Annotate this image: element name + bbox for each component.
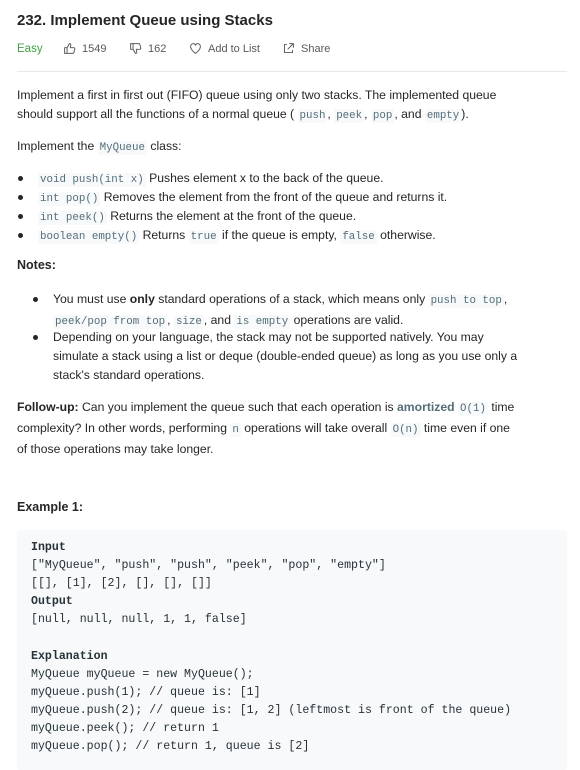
method-empty-text-a: Returns [142,228,186,242]
followup-text-b: time [491,400,515,414]
explanation-line: myQueue.pop(); // return 1, queue is [2] [31,740,310,753]
add-to-list-label: Add to List [208,42,260,55]
thumbs-up-icon [63,42,76,55]
followup-text-a: Can you implement the queue such that each operation is [81,400,394,414]
bullet-dot [33,297,38,302]
note-1: You must use only standard operations of a stack, which means only push to top , peek/pop from top , size , and is empty operations are valid. [53,290,568,332]
code-on: O(n) [392,424,419,436]
bullet-dot [33,335,38,340]
text-close: ). [461,107,469,121]
followup-text-c: complexity? In other words, performing [17,421,227,435]
method-push [38,169,384,190]
method-peek-text: Returns the element at the front of the queue. [110,209,357,223]
text-and: , and [394,107,422,121]
note-1-only: only [129,292,155,306]
example-code-block [17,530,567,770]
explanation-line: myQueue.push(2); // queue is: [1, 2] (leftmost is front of the queue) [31,704,512,717]
intro-line-2: should support all the functions of a normal queue ( [17,107,295,121]
followup-amortized: amortized [397,400,455,414]
note-2-line-2: simulate a stack using a list or deque (double-ended queue) as long as you use only a [53,349,518,363]
followup-text-e: time even if one [423,421,510,435]
like-button[interactable] [63,42,106,55]
bullet-dot [18,233,23,238]
note-2-line-3: stack's standard operations. [53,368,205,382]
followup-text-d: operations will take overall [244,421,388,435]
code-pop: pop [372,110,393,122]
header-divider [17,71,567,72]
method-pop-text: Removes the element from the front of the queue and returns it. [103,190,448,204]
followup-label: Follow-up: [17,400,79,414]
note-1-text-a: You must use [53,292,127,306]
example-heading: Example 1: [17,500,84,514]
input-line-2: [[], [1], [2], [], [], []] [31,577,212,590]
method-pop [38,188,447,209]
followup-paragraph [17,398,572,459]
input-line-1: ["MyQueue", "push", "push", "peek", "pop", "empty"] [31,559,386,572]
followup-text-f: of those operations may take longer. [17,442,214,456]
share-icon [282,42,295,55]
method-empty-text-c: otherwise. [380,228,436,242]
difficulty-label: Easy [17,43,43,55]
heart-icon [189,42,202,55]
problem-meta-bar [17,42,567,72]
note-2-line-1: Depending on your language, the stack may not be supported natively. You may [53,330,484,344]
bullet-dot [18,176,23,181]
notes-heading: Notes: [17,258,56,272]
implement-line [17,137,182,158]
output-label: Output [31,595,73,608]
class-name-code: MyQueue [99,142,145,154]
note-1-text-d: operations are valid. [293,313,404,327]
note-1-and: , and [203,313,231,327]
code-push: push [299,110,326,122]
method-peek [38,207,356,228]
difficulty-badge [17,43,43,55]
note-1-text-c: standard operations of a stack, which means only [158,292,426,306]
method-empty [38,226,436,247]
code-is-empty: is empty [236,316,289,328]
code-o1: O(1) [460,403,486,415]
intro-paragraph: Implement a first in first out (FIFO) queue using only two stacks. The implemented queue should support all the functions of a normal queue ( push , peek , pop , and empty ). [17,88,497,122]
implement-the-text: Implement the [17,139,95,153]
method-push-text: Pushes element x to the back of the queue. [149,171,384,185]
bullet-dot [18,195,23,200]
add-to-list-button[interactable] [189,42,260,55]
method-pop-code: int pop() [40,193,99,205]
explanation-label: Explanation [31,650,108,663]
bullet-dot [18,214,23,219]
method-peek-code: int peek() [40,212,105,224]
output-line-1: [null, null, null, 1, 1, false] [31,613,247,626]
note-2 [53,328,568,385]
likes-count: 1549 [82,42,107,55]
method-empty-text-b: if the queue is empty, [221,228,337,242]
class-text: class: [150,139,182,153]
code-empty: empty [426,110,460,122]
intro-line-1: Implement a first in first out (FIFO) queue using only two stacks. The implemented queue [17,88,497,102]
dislikes-count: 162 [148,42,167,55]
code-false: false [342,231,375,243]
method-push-code: void push(int x) [40,174,144,186]
code-peek: peek [336,110,363,122]
code-true: true [190,231,217,243]
code-n: n [232,424,239,436]
explanation-line: MyQueue myQueue = new MyQueue(); [31,668,254,681]
share-button[interactable] [282,42,330,55]
code-size: size [175,316,202,328]
explanation-line: myQueue.peek(); // return 1 [31,722,219,735]
code-peek-pop-from-top: peek/pop from top [55,316,166,328]
method-empty-code: boolean empty() [40,231,138,243]
problem-title: 232. Implement Queue using Stacks [17,12,273,29]
explanation-line: myQueue.push(1); // queue is: [1] [31,686,261,699]
code-push-to-top: push to top [430,295,502,307]
share-label: Share [301,42,331,55]
thumbs-down-icon [129,42,142,55]
input-label: Input [31,541,66,554]
dislike-button[interactable] [129,42,166,55]
